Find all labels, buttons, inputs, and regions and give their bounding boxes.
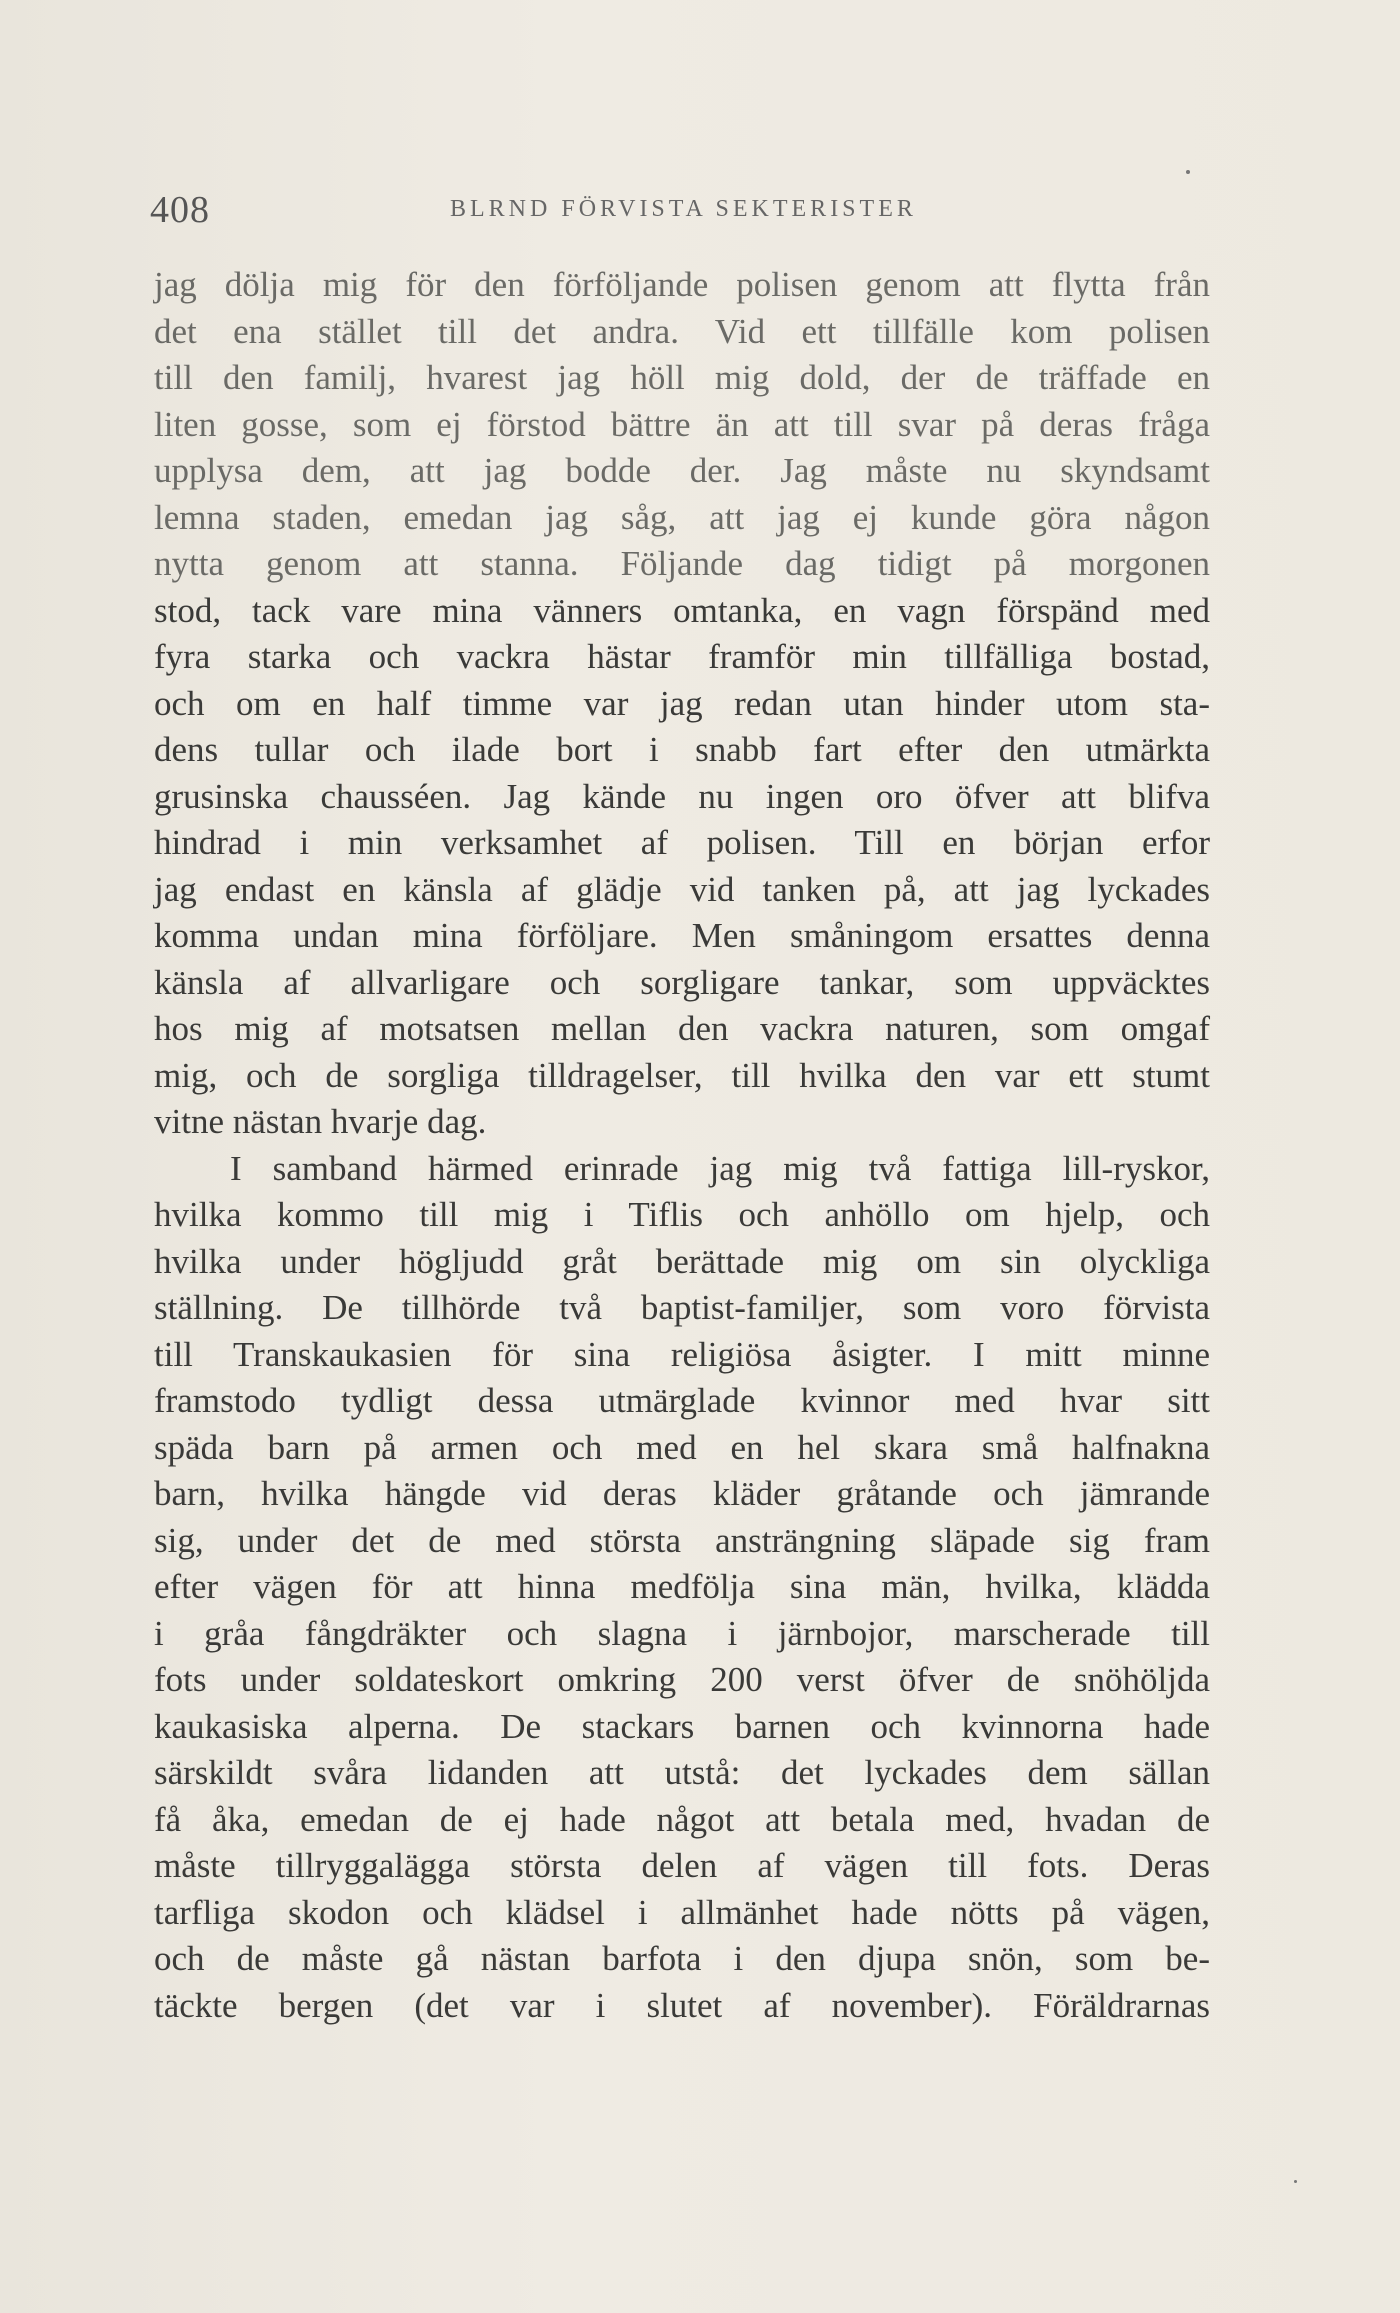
print-speck	[1186, 170, 1190, 174]
paragraph-end-line: vitne nästan hvarje dag.	[154, 1102, 487, 1141]
text-line: täckte bergen (det var i slutet af november). Föräldrarnas	[154, 1985, 1210, 2025]
text-line: till den familj, hvarest jag höll mig dold, der de träffade en	[154, 358, 1210, 397]
page-number: 408	[150, 189, 210, 231]
text-line: måste tillryggalägga största delen af vägen till fots. Deras	[154, 1846, 1210, 1885]
text-line: kaukasiska alperna. De stackars barnen och kvinnorna hade	[154, 1706, 1210, 1746]
text-line: lemna staden, emedan jag såg, att jag ej kunde göra någon	[154, 497, 1210, 537]
text-line: efter vägen för att hinna medfölja sina män, hvilka, klädda	[154, 1567, 1210, 1606]
text-line: hvilka kommo till mig i Tiflis och anhöllo om hjelp, och	[154, 1195, 1210, 1234]
text-line: komma undan mina förföljare. Men småningom ersattes denna	[154, 916, 1210, 955]
text-line: fots under soldateskort omkring 200 verst öfver de snöhöljda	[154, 1660, 1210, 1699]
text-line: barn, hvilka hängde vid deras kläder gråtande och jämrande	[154, 1474, 1210, 1513]
text-line: jag endast en känsla af glädje vid tanken på, att jag lyckades	[154, 869, 1210, 909]
print-speck	[1294, 2180, 1297, 2183]
text-line: till Transkaukasien för sina religiösa åsigter. I mitt minne	[154, 1334, 1210, 1374]
text-line: späda barn på armen och med en hel skara små halfnakna	[154, 1427, 1210, 1467]
text-line: sig, under det de med största ansträngning släpade sig fram	[154, 1520, 1210, 1560]
text-line: hindrad i min verksamhet af polisen. Till en början erfor	[154, 823, 1210, 862]
text-line: hvilka under högljudd gråt berättade mig om sin olyckliga	[154, 1241, 1210, 1281]
text-line: tarfliga skodon och klädsel i allmänhet hade nötts på vägen,	[154, 1892, 1210, 1932]
text-line: fyra starka och vackra hästar framför min tillfälliga bostad,	[154, 637, 1210, 676]
body-text	[154, 262, 1210, 2029]
text-line: stod, tack vare mina vänners omtanka, en vagn förspänd med	[154, 590, 1210, 630]
text-line: i gråa fångdräkter och slagna i järnbojor, marscherade till	[154, 1613, 1210, 1653]
running-head: BLRND FÖRVISTA SEKTERISTER	[450, 196, 917, 222]
text-line: nytta genom att stanna. Följande dag tidigt på morgonen	[154, 544, 1210, 583]
text-line: framstodo tydligt dessa utmärglade kvinnor med hvar sitt	[154, 1381, 1210, 1420]
text-line: grusinska chausséen. Jag kände nu ingen oro öfver att blifva	[154, 776, 1210, 816]
text-line: upplysa dem, att jag bodde der. Jag måste nu skyndsamt	[154, 451, 1210, 490]
text-line: få åka, emedan de ej hade något att betala med, hvadan de	[154, 1799, 1210, 1839]
text-line: jag dölja mig för den förföljande polisen genom att flytta från	[154, 265, 1210, 304]
page-header	[150, 188, 1210, 238]
text-line: dens tullar och ilade bort i snabb fart efter den utmärkta	[154, 730, 1210, 769]
text-line: mig, och de sorgliga tilldragelser, till hvilka den var ett stumt	[154, 1055, 1210, 1095]
text-line: hos mig af motsatsen mellan den vackra naturen, som omgaf	[154, 1009, 1210, 1048]
text-line: och de måste gå nästan barfota i den djupa snön, som be-	[154, 1939, 1210, 1978]
text-line: ställning. De tillhörde två baptist-familjer, som voro förvista	[154, 1288, 1210, 1327]
paragraph-start-line: I samband härmed erinrade jag mig två fattiga lill-ryskor,	[230, 1148, 1210, 1188]
text-line: liten gosse, som ej förstod bättre än att till svar på deras fråga	[154, 404, 1210, 444]
text-line: särskildt svåra lidanden att utstå: det lyckades dem sällan	[154, 1753, 1210, 1792]
text-line: känsla af allvarligare och sorgligare tankar, som uppväcktes	[154, 962, 1210, 1002]
text-line: och om en half timme var jag redan utan hinder utom sta-	[154, 683, 1210, 723]
text-line: det ena stället till det andra. Vid ett tillfälle kom polisen	[154, 311, 1210, 351]
